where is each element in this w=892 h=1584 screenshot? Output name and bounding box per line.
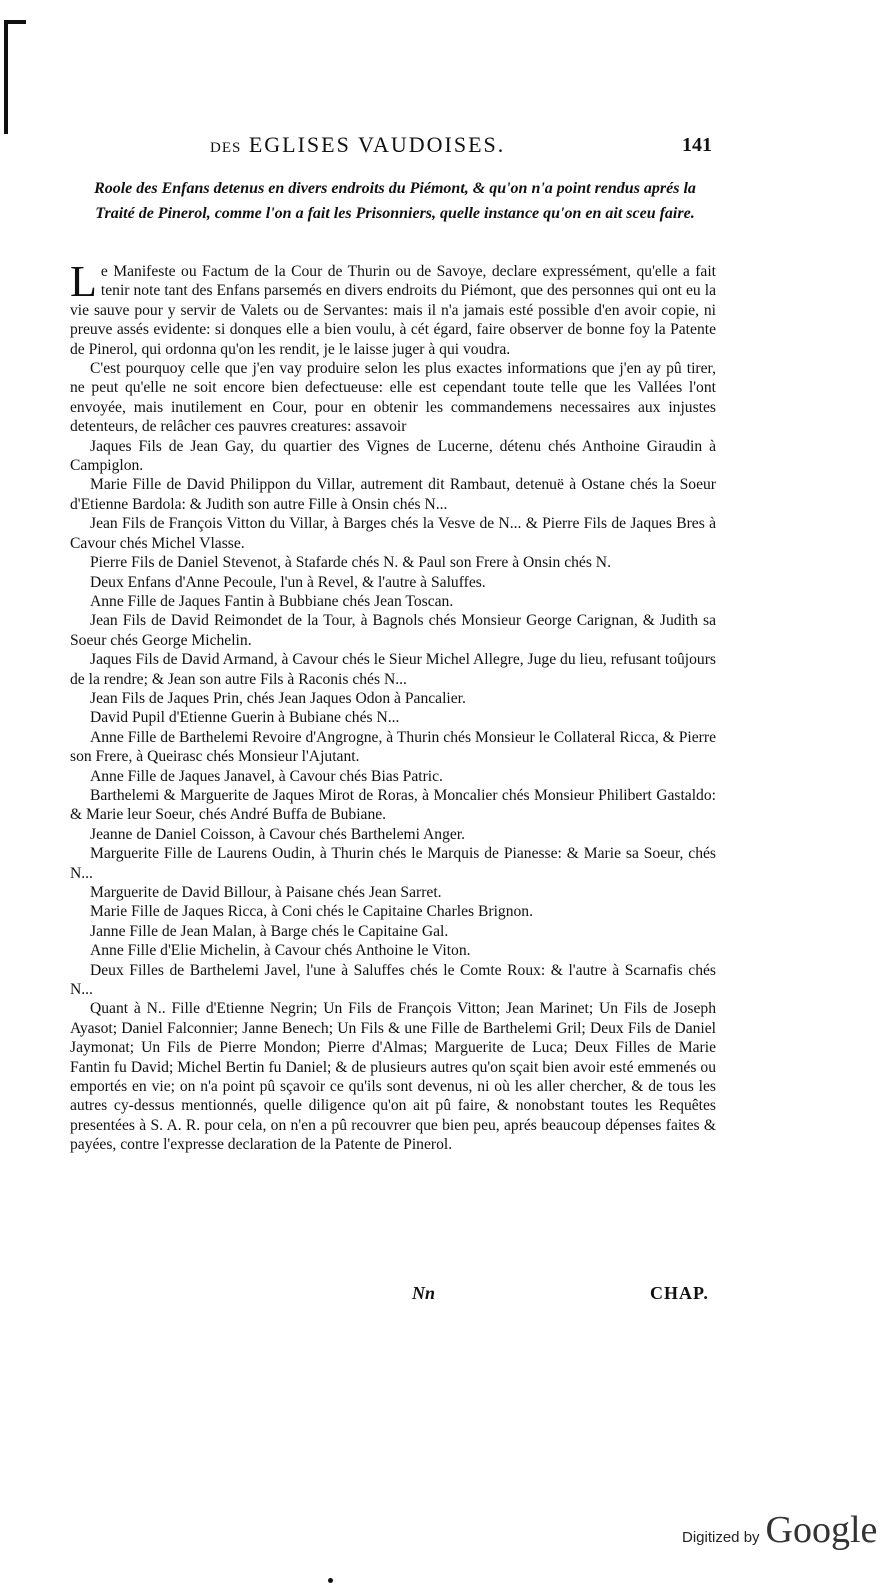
running-head <box>70 132 720 162</box>
list-entry: Janne Fille de Jean Malan, à Barge chés le Capitaine Gal. <box>90 922 449 940</box>
drop-cap: L <box>70 257 97 306</box>
body-text <box>70 257 716 1155</box>
list-entry: Pierre Fils de Daniel Stevenot, à Stafarde chés N. & Paul son Frere à Onsin chés N. <box>90 554 611 572</box>
list-entry: Barthelemi & Marguerite de Jaques Mirot de Roras, à Moncalier chés Monsieur Philibert Gastaldo: & Marie leur Soeur, chés André Buffa de Bubiane. <box>70 786 716 824</box>
signature-mark: Nn <box>412 1283 436 1303</box>
list-entry: Anne Fille d'Elie Michelin, à Cavour chés Anthoine le Viton. <box>90 942 471 960</box>
list-entry: Marguerite Fille de Laurens Oudin, à Thurin chés le Marquis de Pianesse: & Marie sa Soeur, chés N... <box>70 845 716 882</box>
list-entry: Marguerite de David Billour, à Paisane chés Jean Sarret. <box>90 884 442 901</box>
list-entry: Anne Fille de Barthelemi Revoire d'Angrogne, à Thurin chés Monsieur le Collateral Ricca, & Pierre son Frere, à Queirasc chés Monsieur l'Ajutant. <box>70 728 716 766</box>
list-entry: Marie Fille de Jaques Ricca, à Coni chés le Capitaine Charles Brignon. <box>90 903 534 921</box>
list-entry: Jaques Fils de Jean Gay, du quartier des Vignes de Lucerne, détenu chés Anthoine Giraudin à Campiglon. <box>70 437 716 475</box>
google-logo: Google <box>765 1509 878 1551</box>
catchword: CHAP. <box>650 1283 709 1303</box>
children-list <box>70 437 716 1155</box>
list-entry: Deux Filles de Barthelemi Javel, l'une à Saluffes chés le Comte Roux: & l'autre à Scarnafis chés N... <box>70 961 716 999</box>
list-entry: Deux Enfans d'Anne Pecoule, l'un à Revel, & l'autre à Saluffes. <box>90 573 486 591</box>
list-entry: Jaques Fils de David Armand, à Cavour chés le Sieur Michel Allegre, Juge du lieu, refusant toûjours de la rendre; & Jean son autre Fils à Raconis chés N... <box>70 651 716 688</box>
list-entry: Jean Fils de David Reimondet de la Tour, à Bagnols chés Monsieur George Carignan, & Judith sa Soeur chés George Michelin. <box>70 612 716 649</box>
list-entry: Quant à N.. Fille d'Etienne Negrin; Un Fils de François Vitton; Jean Marinet; Un Fils de Joseph Ayasot; Daniel Falconnier; Janne Benech; Un Fils & une Fille de Barthelemi Gril; Deux Fils de Daniel Jaymonat; Un Fils de Pierre Mondon; Pierre d'Almas; Marguerite de Luca; Deux Filles de Marie Fantin fu David; Michel Bertin fu Daniel; & de plusieurs autres qu'on sçait bien avoir esté emmenés ou emportés en vie; on n'a point pû sçavoir ce qu'ils sont devenus, ni où les aller chercher, & de tous les autres cy-dessus mentionnés, quelle diligence qu'on ait pû faire, & nonobstant toutes les Requêtes presentées à S. A. R. pour cela, on n'en a pû recouvrer que bien peu, aprés beaucoup dépenses faites & payées, contre l'expresse declaration de la Patente de Pinerol. <box>70 1000 716 1154</box>
list-entry: Jean Fils de Jaques Prin, chés Jean Jaques Odon à Pancalier. <box>90 689 466 707</box>
list-entry: Anne Fille de Jaques Janavel, à Cavour chés Bias Patric. <box>90 767 443 785</box>
bottom-dot <box>328 1578 333 1583</box>
running-head-title: DES EGLISES VAUDOISES. <box>210 132 506 157</box>
digitized-watermark <box>682 1508 877 1552</box>
list-entry: Jean Fils de François Vitton du Villar, à Barges chés la Vesve de N... & Pierre Fils de Jaques Bres à Cavour chés Michel Vlasse. <box>70 515 716 552</box>
list-entry: Jeanne de Daniel Coisson, à Cavour chés Barthelemi Anger. <box>90 825 466 843</box>
page-number: 141 <box>682 134 712 156</box>
list-entry: David Pupil d'Etienne Guerin à Bubiane chés N... <box>90 709 400 727</box>
digitized-label: Digitized by <box>682 1529 760 1546</box>
intro-paragraph: Le Manifeste ou Factum de la Cour de Thurin ou de Savoye, declare expressément, qu'elle a fait tenir note tant des Enfans parsemés en divers endroits du Piémont, que des personnes qui ont eu la vie sauve pour y servir de Valets ou de Servantes: mais il n'a jamais esté possible d'en avoir copie, ni preuve assés evidente: si donques elle a bien voulu, à cét égard, faire observer de bonne foy la Patente de Pinerol, qui ordonna qu'on les rendit, je le laisse juger à qui voudra. <box>70 257 716 358</box>
page-corner-mark <box>4 20 26 134</box>
list-entry: Marie Fille de David Philippon du Villar, autrement dit Rambaut, detenuë à Ostane chés la Soeur d'Etienne Bardola: & Judith son autre Fille à Onsin chés N... <box>70 476 716 513</box>
section-heading: Roole des Enfans detenus en divers endroits du Piémont, & qu'on n'a point rendus aprés la Traité de Pinerol, comme l'on a fait les Prisonniers, quelle instance qu'on en ait sceu faire. <box>94 180 696 222</box>
list-entry: Anne Fille de Jaques Fantin à Bubbiane chés Jean Toscan. <box>90 592 454 610</box>
second-paragraph: C'est pourquoy celle que j'en vay produire selon les plus exactes informations que j'en ay pû tirer, ne peut qu'elle ne soit encore bien defectueuse: elle est cependant toute telle que les Vallées l'ont envoyée, mais inutilement en Cour, pour en obtenir les commandemens necessaires aux injustes detenteurs, de relâcher ces pauvres creatures: assavoir <box>70 360 716 436</box>
